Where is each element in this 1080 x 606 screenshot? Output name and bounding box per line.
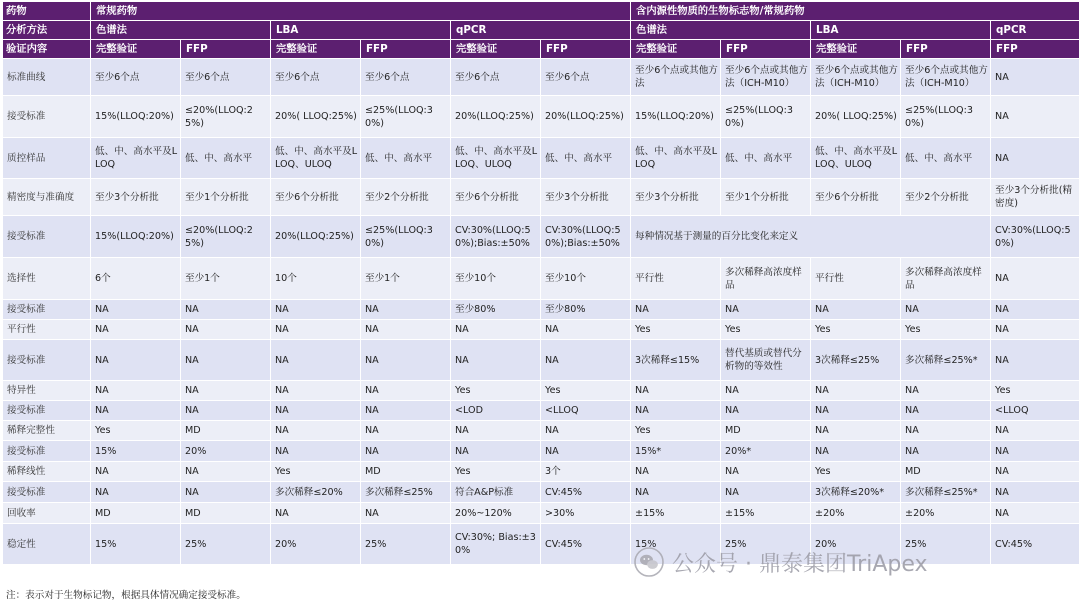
table-cell: NA <box>541 320 631 340</box>
table-cell: NA <box>991 320 1080 340</box>
table-cell: NA <box>181 462 271 482</box>
table-cell: Yes <box>631 320 721 340</box>
table-cell: ≤20%(LLOQ:25%) <box>181 216 271 258</box>
header-ffp: FFP <box>991 40 1080 59</box>
table-cell: ±15% <box>721 503 811 524</box>
table-cell: NA <box>811 421 901 441</box>
table-cell: NA <box>91 462 181 482</box>
header-endogenous-biomarker: 含内源性物质的生物标志物/常规药物 <box>631 2 1080 21</box>
watermark-text: 公众号 · 鼎泰集团TriApex <box>672 551 928 577</box>
table-cell: 15%(LLOQ:20%) <box>91 96 181 138</box>
table-cell: 至少6个点或其他方法（ICH-M10） <box>811 59 901 96</box>
table-cell: ≤25%(LLOQ:30%) <box>901 96 991 138</box>
table-cell: 至少2个分析批 <box>901 179 991 216</box>
table-cell: NA <box>451 340 541 381</box>
table-cell: NA <box>361 381 451 401</box>
header-row-drug <box>3 2 1080 21</box>
table-cell: NA <box>991 138 1080 179</box>
table-cell: 20%(LLOQ:25%) <box>541 96 631 138</box>
table-cell: 20% <box>271 524 361 565</box>
table-cell: 25% <box>901 524 991 565</box>
table-cell: 20% <box>811 524 901 565</box>
table-cell: 至少10个 <box>451 258 541 300</box>
header-full-validation: 完整验证 <box>91 40 181 59</box>
table-cell: NA <box>721 300 811 320</box>
header-full-validation: 完整验证 <box>811 40 901 59</box>
row-label: 稀释完整性 <box>3 421 91 441</box>
table-cell: CV:45% <box>991 524 1080 565</box>
table-row <box>3 503 1080 524</box>
table-cell: NA <box>631 381 721 401</box>
table-row <box>3 462 1080 482</box>
table-cell: NA <box>361 441 451 462</box>
table-cell: NA <box>271 340 361 381</box>
table-cell: NA <box>991 59 1080 96</box>
table-cell: NA <box>991 482 1080 503</box>
table-cell: Yes <box>541 381 631 401</box>
header-full-validation: 完整验证 <box>631 40 721 59</box>
table-cell: NA <box>811 441 901 462</box>
table-cell: NA <box>991 441 1080 462</box>
table-cell: 至少6个点 <box>271 59 361 96</box>
header-ffp: FFP <box>901 40 991 59</box>
table-cell: 25% <box>181 524 271 565</box>
table-cell: 低、中、高水平及LLOQ <box>631 138 721 179</box>
table-cell: 20%* <box>721 441 811 462</box>
table-cell: 20%(LLOQ:25%) <box>451 96 541 138</box>
table-cell: 20%( LLOQ:25%) <box>271 96 361 138</box>
table-cell: 15%(LLOQ:20%) <box>91 216 181 258</box>
footnote: 注：表示对于生物标记物，根据具体情况确定接受标准。 <box>6 590 246 601</box>
table-cell: NA <box>91 401 181 421</box>
table-cell: ≤20%(LLOQ:25%) <box>181 96 271 138</box>
table-cell: 平行性 <box>631 258 721 300</box>
table-cell: Yes <box>991 381 1080 401</box>
table-cell: MD <box>181 503 271 524</box>
table-cell: 低、中、高水平及LLOQ、ULOQ <box>811 138 901 179</box>
table-cell: 低、中、高水平 <box>721 138 811 179</box>
table-cell: NA <box>271 503 361 524</box>
header-chromatography-2: 色谱法 <box>631 21 811 40</box>
table-cell: 至少6个点 <box>541 59 631 96</box>
table-cell: CV:30%(LLOQ:50%);Bias:±50% <box>541 216 631 258</box>
table-cell: NA <box>361 503 451 524</box>
table-cell: NA <box>181 401 271 421</box>
table-cell: 平行性 <box>811 258 901 300</box>
table-cell: 符合A&P标准 <box>451 482 541 503</box>
table-cell: NA <box>991 340 1080 381</box>
table-cell: 至少1个 <box>361 258 451 300</box>
table-cell: Yes <box>811 462 901 482</box>
table-row <box>3 340 1080 381</box>
table-cell: NA <box>991 503 1080 524</box>
table-cell: NA <box>181 340 271 381</box>
row-label: 稀释线性 <box>3 462 91 482</box>
table-cell: Yes <box>901 320 991 340</box>
table-cell: 至少6个点 <box>181 59 271 96</box>
table-cell: NA <box>91 340 181 381</box>
table-cell: 至少1个分析批 <box>721 179 811 216</box>
table-cell: NA <box>991 462 1080 482</box>
header-method: 分析方法 <box>3 21 91 40</box>
header-content: 验证内容 <box>3 40 91 59</box>
table-cell: Yes <box>271 462 361 482</box>
table-cell: ±15% <box>631 503 721 524</box>
table-cell: Yes <box>451 381 541 401</box>
table-cell: 至少3个分析批(精密度) <box>991 179 1080 216</box>
row-label: 选择性 <box>3 258 91 300</box>
table-cell: 15%* <box>631 441 721 462</box>
table-row <box>3 179 1080 216</box>
table-cell: NA <box>181 300 271 320</box>
header-qpcr-2: qPCR <box>991 21 1080 40</box>
table-cell: 至少6个点 <box>451 59 541 96</box>
row-label: 特异性 <box>3 381 91 401</box>
table-cell: ≤25%(LLOQ:30%) <box>721 96 811 138</box>
header-lba-2: LBA <box>811 21 991 40</box>
table-cell: NA <box>361 300 451 320</box>
table-cell: ≤25%(LLOQ:30%) <box>361 216 451 258</box>
table-cell: 至少6个分析批 <box>271 179 361 216</box>
table-cell: NA <box>901 401 991 421</box>
table-cell: Yes <box>91 421 181 441</box>
row-label: 接受标准 <box>3 216 91 258</box>
table-cell: 多次稀释≤25%* <box>901 340 991 381</box>
table-cell: 至少10个 <box>541 258 631 300</box>
table-cell: NA <box>631 482 721 503</box>
table-cell: 20%( LLOQ:25%) <box>811 96 901 138</box>
table-cell: NA <box>901 300 991 320</box>
table-cell: 20%~120% <box>451 503 541 524</box>
table-cell: 低、中、高水平 <box>901 138 991 179</box>
table-cell: 3次稀释≤15% <box>631 340 721 381</box>
table-cell: <LLOQ <box>991 401 1080 421</box>
header-regular-drug: 常规药物 <box>91 2 631 21</box>
table-cell: >30% <box>541 503 631 524</box>
table-cell: Yes <box>451 462 541 482</box>
header-row-content <box>3 40 1080 59</box>
table-cell: 至少1个 <box>181 258 271 300</box>
table-cell: 至少3个分析批 <box>541 179 631 216</box>
header-qpcr: qPCR <box>451 21 631 40</box>
table-cell: NA <box>271 381 361 401</box>
table-cell: NA <box>901 381 991 401</box>
table-cell: NA <box>811 381 901 401</box>
table-cell: ±20% <box>811 503 901 524</box>
header-ffp: FFP <box>541 40 631 59</box>
table-cell: NA <box>361 340 451 381</box>
table-cell: <LOD <box>451 401 541 421</box>
table-cell: MD <box>901 462 991 482</box>
table-cell: CV:45% <box>541 482 631 503</box>
row-label: 接受标准 <box>3 340 91 381</box>
table-cell: 低、中、高水平 <box>361 138 451 179</box>
table-cell: NA <box>721 381 811 401</box>
table-cell: NA <box>361 320 451 340</box>
table-cell: NA <box>721 462 811 482</box>
table-cell: ±20% <box>901 503 991 524</box>
table-cell: 低、中、高水平及LLOQ、ULOQ <box>271 138 361 179</box>
table-cell: 6个 <box>91 258 181 300</box>
row-label: 回收率 <box>3 503 91 524</box>
header-chromatography: 色谱法 <box>91 21 271 40</box>
table-cell: NA <box>721 482 811 503</box>
table-row <box>3 96 1080 138</box>
row-label: 平行性 <box>3 320 91 340</box>
table-cell: NA <box>451 421 541 441</box>
table-cell: 至少80% <box>541 300 631 320</box>
table-cell: 至少1个分析批 <box>181 179 271 216</box>
table-cell: NA <box>991 258 1080 300</box>
table-cell: <LLOQ <box>541 401 631 421</box>
table-cell: NA <box>631 462 721 482</box>
row-label: 稳定性 <box>3 524 91 565</box>
table-cell: NA <box>271 401 361 421</box>
table-cell: 25% <box>721 524 811 565</box>
table-cell: NA <box>811 401 901 421</box>
table-cell: 至少80% <box>451 300 541 320</box>
table-cell: NA <box>631 300 721 320</box>
table-cell: NA <box>91 320 181 340</box>
table-cell: CV:30%; Bias:±30% <box>451 524 541 565</box>
header-lba: LBA <box>271 21 451 40</box>
table-cell: NA <box>541 421 631 441</box>
table-cell: Yes <box>811 320 901 340</box>
table-cell: 至少6个分析批 <box>811 179 901 216</box>
table-cell: Yes <box>721 320 811 340</box>
table-cell: NA <box>361 401 451 421</box>
table-cell: 多次稀释≤20% <box>271 482 361 503</box>
table-cell: 至少6个点或其他方法 <box>631 59 721 96</box>
table-cell: 25% <box>361 524 451 565</box>
row-label: 标准曲线 <box>3 59 91 96</box>
table-cell-merged: 每种情况基于测量的百分比变化来定义 <box>631 216 991 258</box>
table-cell: 15% <box>631 524 721 565</box>
table-cell: 15% <box>91 524 181 565</box>
table-cell: 3个 <box>541 462 631 482</box>
table-cell: 至少6个点 <box>91 59 181 96</box>
row-label: 接受标准 <box>3 441 91 462</box>
row-label: 接受标准 <box>3 96 91 138</box>
header-full-validation: 完整验证 <box>451 40 541 59</box>
table-cell: NA <box>271 300 361 320</box>
table-cell: NA <box>271 320 361 340</box>
table-cell: NA <box>91 300 181 320</box>
table-cell: 10个 <box>271 258 361 300</box>
table-cell: NA <box>181 381 271 401</box>
header-full-validation: 完整验证 <box>271 40 361 59</box>
row-label: 质控样品 <box>3 138 91 179</box>
header-drug: 药物 <box>3 2 91 21</box>
table-cell: 至少6个点或其他方法（ICH-M10） <box>901 59 991 96</box>
table-cell: NA <box>271 421 361 441</box>
table-cell: NA <box>991 96 1080 138</box>
table-cell: 替代基质或替代分析物的等效性 <box>721 340 811 381</box>
table-cell: NA <box>451 441 541 462</box>
table-cell: 至少2个分析批 <box>361 179 451 216</box>
table-cell: CV:45% <box>541 524 631 565</box>
table-cell: NA <box>361 421 451 441</box>
table-cell: 至少6个分析批 <box>451 179 541 216</box>
table-cell: 低、中、高水平及LLOQ <box>91 138 181 179</box>
table-cell: 20%(LLOQ:25%) <box>271 216 361 258</box>
table-cell: NA <box>721 401 811 421</box>
table-cell: 多次稀释≤25%* <box>901 482 991 503</box>
table-cell: 低、中、高水平 <box>541 138 631 179</box>
row-label: 精密度与准确度 <box>3 179 91 216</box>
table-cell: MD <box>361 462 451 482</box>
table-cell: 3次稀释≤25% <box>811 340 901 381</box>
row-label: 接受标准 <box>3 300 91 320</box>
table-cell: 多次稀释≤25% <box>361 482 451 503</box>
table-cell: ≤25%(LLOQ:30%) <box>361 96 451 138</box>
table-cell: MD <box>721 421 811 441</box>
table-row <box>3 441 1080 462</box>
table-row <box>3 320 1080 340</box>
header-ffp: FFP <box>361 40 451 59</box>
watermark <box>634 547 928 577</box>
table-cell: MD <box>181 421 271 441</box>
table-cell: NA <box>901 441 991 462</box>
wechat-icon <box>634 547 664 577</box>
table-cell: NA <box>451 320 541 340</box>
table-row <box>3 401 1080 421</box>
table-cell: Yes <box>631 421 721 441</box>
table-cell: NA <box>901 421 991 441</box>
table-cell: 3次稀释≤20%* <box>811 482 901 503</box>
table-cell: 至少3个分析批 <box>91 179 181 216</box>
table-row <box>3 300 1080 320</box>
table-cell: 至少6个点 <box>361 59 451 96</box>
table-cell: 20% <box>181 441 271 462</box>
table-cell: 15%(LLOQ:20%) <box>631 96 721 138</box>
table-cell: 至少6个点或其他方法（ICH-M10） <box>721 59 811 96</box>
table-row <box>3 482 1080 503</box>
table-cell: NA <box>91 482 181 503</box>
table-cell: 多次稀释高浓度样品 <box>721 258 811 300</box>
table-row <box>3 381 1080 401</box>
table-cell: 低、中、高水平及LLOQ、ULOQ <box>451 138 541 179</box>
table-row <box>3 59 1080 96</box>
header-ffp: FFP <box>181 40 271 59</box>
table-cell: NA <box>91 381 181 401</box>
header-row-method <box>3 21 1080 40</box>
table-cell: 低、中、高水平 <box>181 138 271 179</box>
table-row <box>3 216 1080 258</box>
row-label: 接受标准 <box>3 401 91 421</box>
table-cell: NA <box>271 441 361 462</box>
table-cell: NA <box>181 320 271 340</box>
table-cell: 15% <box>91 441 181 462</box>
row-label: 接受标准 <box>3 482 91 503</box>
table-cell: 至少3个分析批 <box>631 179 721 216</box>
table-cell: NA <box>541 441 631 462</box>
table-cell: CV:30%(LLOQ:50%);Bias:±50% <box>451 216 541 258</box>
table-row <box>3 421 1080 441</box>
table-cell: NA <box>631 401 721 421</box>
table-row <box>3 138 1080 179</box>
table-cell: NA <box>811 300 901 320</box>
validation-comparison-table <box>2 1 1080 565</box>
table-cell: MD <box>91 503 181 524</box>
table-cell: NA <box>181 482 271 503</box>
table-row <box>3 258 1080 300</box>
table-cell: NA <box>991 421 1080 441</box>
table-cell: NA <box>991 300 1080 320</box>
table-cell: 多次稀释高浓度样品 <box>901 258 991 300</box>
table-cell: NA <box>541 340 631 381</box>
table-cell: CV:30%(LLOQ:50%) <box>991 216 1080 258</box>
header-ffp: FFP <box>721 40 811 59</box>
